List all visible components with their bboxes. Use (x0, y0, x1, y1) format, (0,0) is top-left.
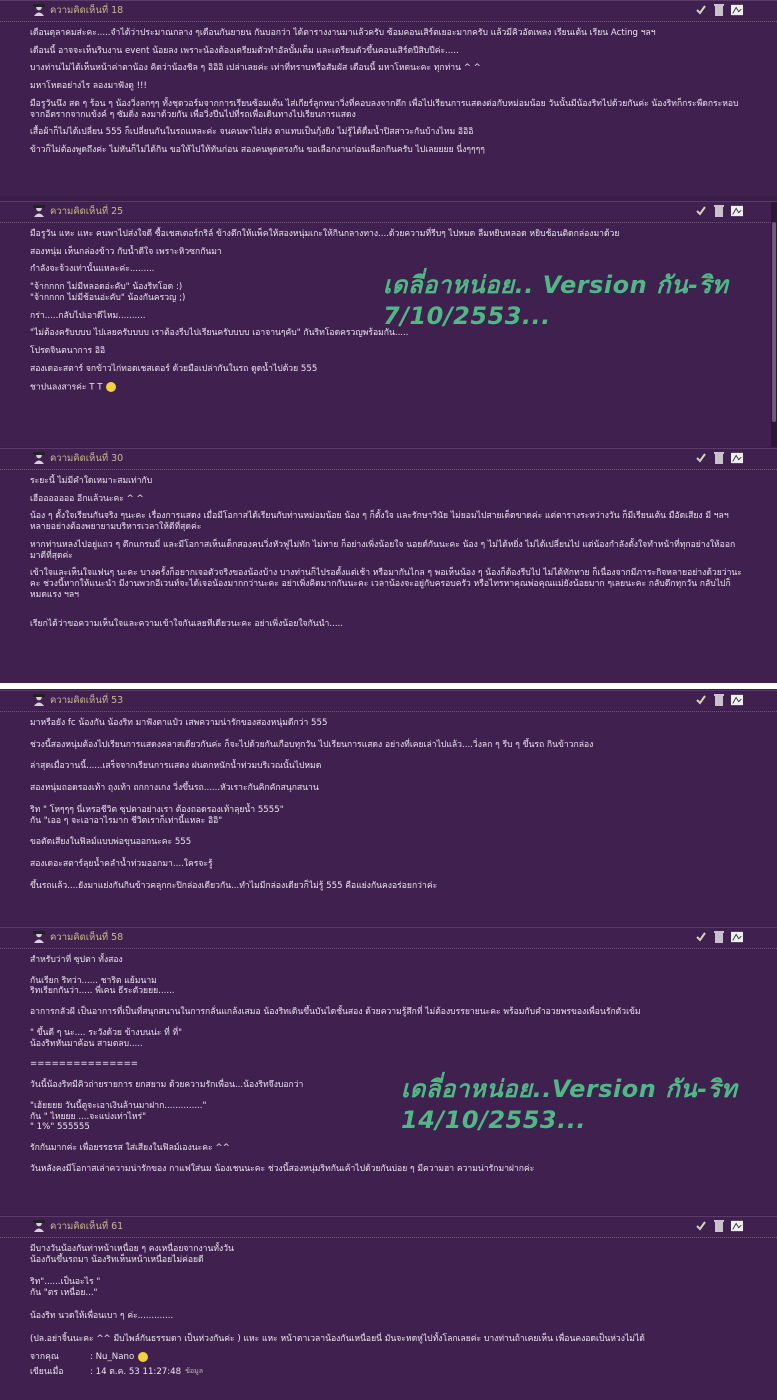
comment-paragraph: มือรูวัน แหะ แหะ คนพาไปส่งใจดี ซื้อเชสเตอร์กริล์ ข้างตึกให้แพ็คให้สองหนุ่มเกะให้กินกลางทาง....ด้วยความที่รีบๆ ไปหมด ลืมหยิบหลอด หยิบช้อนติดกล่องมาด้วย (30, 229, 620, 239)
comment-paragraph: ขึ้นรถแล้ว....ยังมาแย่งกันกินข้าวคลุกกะปิกล่องเดียวกัน...ทำไมมีกล่องเดียวก็ไม่รู้ 555 คือแย่งกันคงอร่อยกว่าค่ะ (30, 880, 438, 891)
comment-title: ความคิดเห็นที่ 18 (50, 5, 124, 16)
comment-panel-30 (0, 448, 777, 682)
scrollbar[interactable] (771, 202, 777, 447)
comment-header (0, 1, 777, 22)
check-icon[interactable] (695, 4, 707, 16)
comment-paragraph: มือรูวันนึง สด ๆ ร้อน ๆ น้องวิ่งลกๆๆ ทั้งชุดวอร์มจากการเรียนซ้อมเต้น ไส่เกียร์ลูกหมาวิ่งที่คอบลงจากตึก เพื่อไปเรียนการแสดงต่อกับหม่อมน้อย วันนั้นมีน้องริทไปด้วยกันค่ะ น้องริทก็กระพืดกระหอบ จากอีตรากจากแข้งค์ ๆ ซัมดิ่ง ลงมาด้วยกัน เพื่อวิ่งปีนไปที่รถเพื่อเดินทางไปเรียนการแสดง (30, 98, 739, 120)
report-icon[interactable] (731, 452, 743, 464)
comment-paragraph: บางท่านไม่ได้เห็นหน้าค่าตาน้อง คิดว่าน้องชิล ๆ อิอิอิ เปล่าเลยค่ะ เท่าที่ทราบหรือสัมผัส เดือนนี้ มหาโหดนะคะ ทุกท่าน ^ ^ (30, 63, 481, 74)
comment-paragraph: "จ้ากกกก ไม่มีหลอดอ่ะคับ" น้องริทโอด :) "จ้ากกกก ไม่มีช้อนอ่ะคับ" น้องกันครวญ ;) (30, 282, 186, 303)
comment-tools (695, 205, 743, 217)
comment-paragraph: ริท"......เป็นอะไร " กัน "ตร เหนื่อย..." (30, 1277, 101, 1299)
check-icon[interactable] (695, 931, 707, 943)
trash-icon[interactable] (713, 205, 725, 217)
person-icon (33, 1220, 45, 1232)
date-row (30, 1367, 743, 1378)
watermark-text: เดลี่อาหน่อย.. Version กัน-ริท 7/10/2553... (383, 271, 729, 331)
report-icon[interactable] (731, 205, 743, 217)
comment-paragraph: ข้าวก็ไม่ต้องพูดถึงค่ะ ไม่หันก็ไม่ได้กิน ขอให้ไปให้ทันก่อน สองคนพูดตรงกัน ขอเลือกงานก่อนเลือกกินครับ ไปเลยยยย นี่งๆๆๆๆ (30, 145, 485, 156)
comment-title: ความคิดเห็นที่ 61 (50, 1221, 124, 1232)
trash-icon[interactable] (713, 4, 725, 16)
comment-paragraph: กันเรียก ริทว่า...... ชาริต แย้มนาม ริทเรียกกันว่า..... พี่เคน ธีระตัวยยย...... (30, 975, 175, 997)
comment-panel-18 (0, 0, 777, 196)
comment-paragraph: ขอตัดเสียงในฟิลม์แบบพ่อขุนออกนะคะ 555 (30, 837, 192, 848)
comment-paragraph: หากท่านหลงไปอยู่แถว ๆ ตึกแกรมมี่ และมีโอกาสเห็นเด็กสองคนวิ่งหัวฟูไม่ทัก ไม่ทาย ก็อย่างเพิ่งน้อยใจ นอยด์กันนะคะ น้อง ๆ ไม่ได้หยิ่ง ไม่ได้เปลี่ยนไป แต่น้องกำลังตั้งใจทำหน้าที่ทุกอย่างให้ออกมาดีที่สุดค่ะ (30, 539, 736, 561)
comment-panel-58 (0, 927, 777, 1215)
report-icon[interactable] (731, 931, 743, 943)
comment-paragraph: น้อง ๆ ตั้งใจเรียนกันจริง ๆนะคะ เรื่องการแสดง เมื่อมีโอกาสได้เรียนกับท่านหม่อมน้อย น้อง ๆ ก็ตั้งใจ และรักษาวินัย ไม่ยอมไปสายเด็ดขาดค่ะ แต่ตารางระหว่างวัน ก็มีเรียนเต้น มือัดเสียง มี ฯลฯ หลายอย่างต้องพยายามบริหารเวลาให้ดีที่สุดค่ะ (30, 511, 729, 533)
person-icon (33, 694, 45, 706)
comment-title: ความคิดเห็นที่ 53 (50, 695, 124, 706)
comment-header (0, 202, 777, 223)
author-row (30, 1352, 743, 1363)
report-icon[interactable] (731, 1220, 743, 1232)
date-info-tag[interactable]: ข้อมูล (185, 1367, 203, 1376)
comment-paragraph: สองหนุ่ม เห็นกล่องข้าว กับน้ำดีใจ เพราะหิวซกกันมา (30, 246, 222, 257)
comment-paragraph: โปรดจินตนาการ อิอิ (30, 346, 106, 357)
scroll-thumb[interactable] (772, 222, 776, 422)
comment-paragraph: มหาโหดอย่างไร ลองมาฟังดู !!! (30, 81, 147, 92)
comment-body (0, 949, 777, 1175)
author-label: จากคุณ (30, 1352, 59, 1363)
comment-paragraph: วันหลังคงมีโอกาสเล่าความน่ารักของ กาแฟใส่นม น้องเชนนะคะ ช่วงนี้สองหนุ่มริทกันเค้าไปด้วยกันบ่อย ๆ มีความฮา ความน่ารักมาฝากค่ะ (30, 1163, 535, 1174)
comment-paragraph: สำหรับว่าที่ ซุปตา ทั้งสอง (30, 955, 123, 965)
check-icon[interactable] (695, 452, 707, 464)
comment-paragraph: "เฮ้ยยยย วันนี้ตูจะเอาเงินล้านมาฝาก.............." กัน " ไหยยย ....จะแบ่งเท่าไหร่" " 1%" 555555 (30, 1100, 207, 1133)
comment-title: ความคิดเห็นที่ 25 (50, 206, 124, 217)
comment-paragraph: วันนี้น้องริทมีคิวถ่ายรายการ ยกสยาม ด้วยความรักเพื่อน...น้องริทจึงบอกว่า (30, 1080, 304, 1091)
check-icon[interactable] (695, 205, 707, 217)
check-icon[interactable] (695, 1220, 707, 1232)
comment-paragraph: สองเดอะสตาร์ จกข้าวไก่ทอดเชสเตอร์ ด้วยมือเปล่ากันในรถ ดูดน้ำไปด้วย 555 (30, 363, 318, 374)
comment-paragraph: เฮือออออออ อีกแล้วนะคะ ^ ^ (30, 493, 144, 504)
comment-body (0, 712, 777, 892)
comment-title: ความคิดเห็นที่ 58 (50, 932, 124, 943)
comment-paragraph: มาหรือยัง fc น้องกัน น้องริท มาฟังตาแป๋ว เสพความน่ารักของสองหนุ่มดีกว่า 555 (30, 718, 328, 728)
comment-paragraph-with-emoji (30, 382, 743, 393)
person-icon (33, 205, 45, 217)
comment-title: ความคิดเห็นที่ 30 (50, 453, 124, 464)
comment-paragraph: เสื้อผ้าก็ไม่ได้เปลี่ยน 555 ก็เปลี่ยนกันในรถแหละค่ะ จนคนพาไปส่ง ตาแทบเป็นกุ้งยิง ไม่รู้ได้ดื่มน้ำปิสสาวะกันบ้างไหม อิอิอิ (30, 127, 474, 138)
author-name[interactable]: : Nu_Nano (90, 1352, 135, 1363)
date-label: เขียนเมื่อ (30, 1367, 64, 1378)
comment-body (0, 22, 777, 156)
comment-paragraph: สองหนุ่มถอดรองเท้า ถุงเท้า ถกกางเกง วิ่งขึ้นรถ......หัวเราะกันคิกคักสนุกสนาน (30, 783, 319, 794)
comment-paragraph: เดือนตุลาคมส่ะคะ.....จำได้ว่าประมาณกลาง ๆเดือนกันยายน กันบอกว่า ได้ตารางงานมาแล้วครับ ซ้อมคอนเสิร์ตเยอะมากครับ แล้วมีคิวอัดเพลง เรียนเต้น เรียน Acting ฯลฯ (30, 28, 656, 38)
comment-tools (695, 4, 743, 16)
report-icon[interactable] (731, 4, 743, 16)
sad-emoji-icon (106, 382, 116, 392)
comment-paragraph: เดือนนี้ อาจจะเห็นริบงาน event น้อยลง เพราะน้องต้องเตรียมตัวทำอัลบั้มเต็ม และเตรียมตัวขึ้นคอนเสิร์ตปีสิบปีค่ะ..... (30, 45, 459, 56)
trash-icon[interactable] (713, 452, 725, 464)
comment-paragraph: ระยะนี้ ไม่มีคำใดเหมาะสมเท่ากับ (30, 476, 153, 486)
smile-emoji-icon (138, 1352, 148, 1362)
person-icon (33, 931, 45, 943)
comment-paragraph: =============== (30, 1059, 139, 1070)
comment-header (0, 449, 777, 470)
comment-paragraph: อาการกลัวผี เป็นอาการที่เป็นที่สนุกสนานในการกลั่นแกล้งเสมอ น้องริทเดินขึ้นบันไดชั้นสอง ด้วยความรู้สึกที่ ไม่ต้องบรรยายนะคะ พร้อมกับคำอวยพรของเพื่อนรักตัวเข้ม (30, 1007, 641, 1018)
trash-icon[interactable] (713, 694, 725, 706)
comment-paragraph: รักกันมากค่ะ เพื่อยรรธรส ใส่เสียงในฟิลม์เองนะคะ ^^ (30, 1143, 230, 1154)
comment-paragraph: (ปล.อย่าจิ้นนะคะ ^^ มีบไพล์กันธรรมดา เป็นห่วงกันค่ะ ) แหะ แหะ หน้าตาเวลาน้องกันเหนื่อยนี่ มันจะหดหู่ไปทั้งโลกเลยค่ะ บางท่านถ้าเคยเห็น เพื่อนคงอดเป็นห่วงไม่ได้ (30, 1333, 645, 1344)
comment-paragraph: กร่า.....กลับไปเอาดีไหม.......... (30, 310, 146, 321)
comment-panel-53 (0, 690, 777, 926)
trash-icon[interactable] (713, 931, 725, 943)
comment-paragraph: น้องริท นวดให้เพื่อนเบา ๆ ค่ะ............. (30, 1310, 174, 1321)
comment-header (0, 1217, 777, 1238)
comment-panel-25 (0, 201, 777, 447)
comment-tools (695, 1220, 743, 1232)
comment-paragraph: ริท " โหๆๆๆ นี่เหรอชีวิต ซุปตาอย่างเรา ต้องถอดรองเท้าลุยน้ำ 5555" กัน "เออ ๆ จะเอาอาไรมาก ชีวิตเราก็เท่านี้แหละ อิอิ" (30, 804, 284, 826)
post-date: : 14 ต.ค. 53 11:27:48 (90, 1367, 182, 1378)
comment-paragraph: มีบางวันน้องกันท่าหน้าเหนื่อย ๆ คงเหนื่อยจากงานทั้งวัน น้องกันขึ้นรถมา น้องริทเห็นหน้าเหนื่อยไม่ค่อยดี (30, 1244, 234, 1265)
comment-paragraph: เข้าใจและเห็นใจแฟนๆ นะคะ บางครั้งก็อยากเจอตัวจริงของน้องบ้าง บางท่านก็ไปรอตั้งแต่เช้า หรือมากันไกล ๆ พอเห็นน้อง ๆ น้องก็ต้องรีบไป ไม่ได้ทักทาย ก็เนื่องจากมีภาระกิจหลายอย่างด้วยว่านะคะ ช่วงนี้หากให้แนะนำ มีงานพวกอีเวนท์จะได้เจอน้องมากกว่านะคะ อย่าเพิ่งคิดมากกันนะคะ เวลาน้องจะอยู่กับครอบครัว หรือไทรหาคุณพ่อคุณแม่ยังน้อยมาก ๆเลยนะคะ กลับดึกทุกวัน กลับไปก็หมดแรง ฯลฯ (30, 568, 742, 600)
report-icon[interactable] (731, 694, 743, 706)
watermark-text: เดลี่อาหน่อย..Version กัน-ริท 14/10/2553... (401, 1075, 738, 1135)
comment-tools (695, 452, 743, 464)
comment-paragraph: สองเดอะสตาร์ลุยน้ำคลำน้ำท่วมออกมา....ใครจะรู้ (30, 859, 213, 870)
comment-panel-61 (0, 1216, 777, 1400)
comment-tools (695, 694, 743, 706)
comment-paragraph: กำลังจะจ้วงเท่านั้นแหละค่ะ......... (30, 264, 155, 275)
screenshot-divider (0, 683, 777, 689)
comment-paragraph: ช่วงนี้สองหนุ่มต้องไปเรียนการแสดงคลาสเดียวกันค่ะ ก็จะไปด้วยกันเกือบทุกวัน ไปเรียนการแสดง อย่างที่เคยเล่าไปแล้ว....วิ่งลก ๆ รีบ ๆ ขึ้นรถ กินข้าวกล่อง (30, 739, 594, 750)
check-icon[interactable] (695, 694, 707, 706)
comment-header (0, 928, 777, 949)
comment-paragraph: "ไม่ต้องครับบบบ ไปเลยครับบบบ เราต้องรีบไปเรียนครับบบบ เอาจานๆคับ" กันริทโอดครวญพร้อมกัน..... (30, 328, 409, 339)
comment-body (0, 470, 777, 629)
person-icon (33, 452, 45, 464)
comment-header (0, 691, 777, 712)
comment-paragraph: " ขึ้นดี ๆ นะ.... ระวังด้วย ข้างบนน่ะ ที่ ที่" น้องริทหันมาค้อน สามตลบ..... (30, 1027, 183, 1049)
person-icon (33, 4, 45, 16)
trash-icon[interactable] (713, 1220, 725, 1232)
comment-body (0, 1238, 777, 1378)
comment-paragraph: ชาปนลงสารค่ะ T T (30, 382, 103, 393)
comment-paragraph: เรียกได้ว่าขอความเห็นใจและความเข้าใจกันเลยทีเดียวนะคะ อย่าเพิ่งน้อยใจกันนำ..... (30, 618, 344, 629)
comment-tools (695, 931, 743, 943)
comment-paragraph: ล่าสุดเมื่อวานนี้......เสร็จจากเรียนการแสดง ฝนตกหนักน้ำท่วมบริเวณนั้นไปหมด (30, 761, 322, 772)
